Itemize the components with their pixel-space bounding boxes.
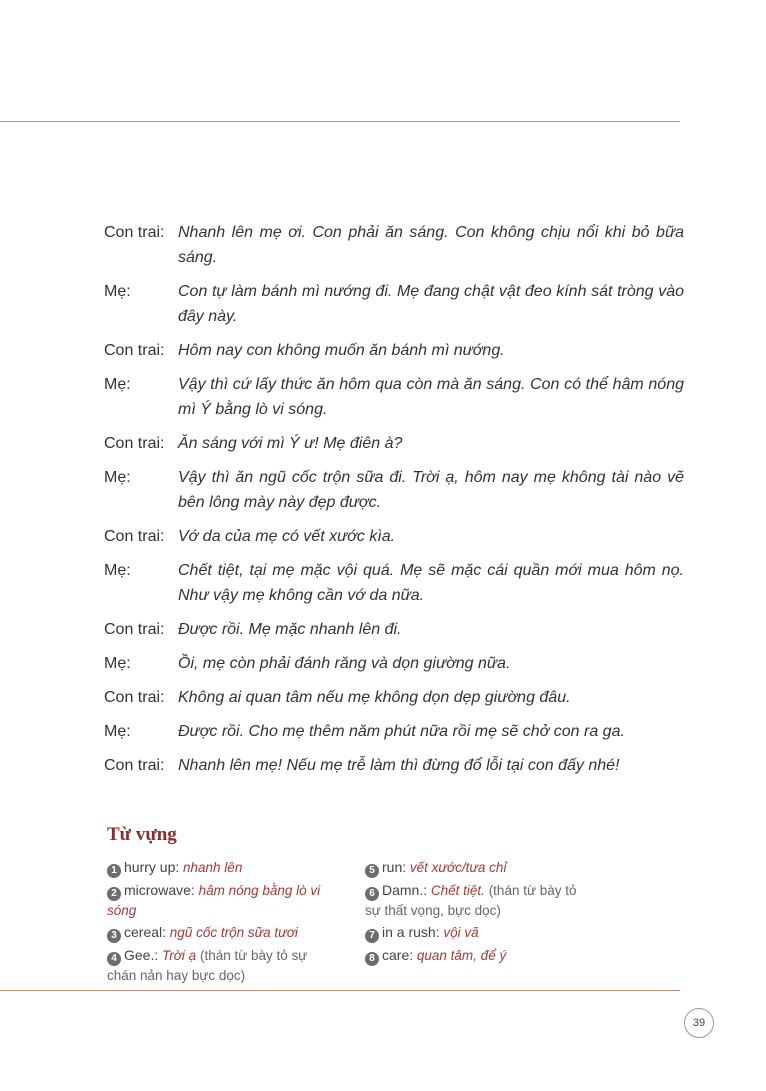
speech: Ăn sáng với mì Ý ư! Mẹ điên à? [178, 435, 403, 452]
speaker: Mẹ: [104, 376, 131, 393]
vocab-meaning: hâm nóng bằng lò vi sóng [107, 883, 321, 918]
top-divider [0, 121, 680, 122]
bottom-divider [0, 990, 680, 991]
vocab-term: cereal: [124, 924, 167, 940]
speaker: Con trai: [104, 342, 165, 359]
dialogue-line [104, 279, 684, 329]
dialogue-line [104, 338, 684, 363]
vocab-note: (thán từ bày tỏ sự thất vọng, bực dọc) [365, 883, 577, 918]
speech: Vậy thì ăn ngũ cốc trộn sữa đi. Trời ạ, hôm nay mẹ không tài nào vẽ bên lông mày này đẹp được. [178, 469, 684, 511]
dialogue-line [104, 465, 684, 515]
speech: Không ai quan tâm nếu mẹ không dọn dẹp giường đâu. [178, 689, 571, 706]
dialogue-line [104, 753, 684, 778]
vocab-item [107, 946, 337, 985]
vocab-column-right [365, 858, 595, 969]
speaker: Con trai: [104, 528, 165, 545]
speech: Nhanh lên mẹ ơi. Con phải ăn sáng. Con không chịu nổi khi bỏ bữa sáng. [178, 224, 684, 266]
vocab-term: Damn.: [382, 882, 428, 898]
number-badge: 1 [107, 864, 121, 878]
vocab-term: Gee.: [124, 947, 159, 963]
speaker: Con trai: [104, 689, 165, 706]
vocab-item [365, 923, 595, 943]
dialogue-line [104, 617, 684, 642]
dialogue-line [104, 685, 684, 710]
speech: Hôm nay con không muốn ăn bánh mì nướng. [178, 342, 505, 359]
number-badge: 2 [107, 887, 121, 901]
speech: Vớ da của mẹ có vết xước kìa. [178, 528, 396, 545]
speech: Nhanh lên mẹ! Nếu mẹ trễ làm thì đừng đổ lỗi tại con đấy nhé! [178, 757, 620, 774]
speaker: Mẹ: [104, 469, 131, 486]
vocab-meaning: vết xước/tưa chỉ [409, 860, 507, 875]
speaker: Con trai: [104, 757, 165, 774]
speaker: Mẹ: [104, 655, 131, 672]
vocab-item [365, 881, 595, 920]
vocab-item [107, 923, 337, 943]
vocab-term: run: [382, 859, 407, 875]
dialogue-line [104, 524, 684, 549]
number-badge: 3 [107, 929, 121, 943]
vocab-item [365, 858, 595, 878]
vocab-meaning: Trời ạ [162, 948, 197, 963]
vocab-note: (thán từ bày tỏ sự chán nản hay bực dọc) [107, 948, 308, 983]
vocab-item [107, 858, 337, 878]
speech: Chết tiệt, tại mẹ mặc vội quá. Mẹ sẽ mặc cái quần mới mua hôm nọ. Như vậy mẹ không cần vớ da nữa. [178, 562, 684, 604]
speaker: Con trai: [104, 435, 165, 452]
dialogue-line [104, 220, 684, 270]
speaker: Con trai: [104, 621, 165, 638]
speech: Vậy thì cứ lấy thức ăn hôm qua còn mà ăn sáng. Con có thể hâm nóng mì Ý bằng lò vi sóng. [178, 376, 684, 418]
speech: Ồi, mẹ còn phải đánh răng và dọn giường nữa. [178, 655, 511, 672]
page-number: 39 [684, 1008, 714, 1038]
speaker: Mẹ: [104, 723, 131, 740]
dialogue-line [104, 558, 684, 608]
vocab-meaning: Chết tiệt. [430, 883, 485, 898]
vocab-meaning: ngũ cốc trộn sữa tươi [169, 925, 298, 940]
speech: Được rồi. Cho mẹ thêm năm phút nữa rồi mẹ sẽ chở con ra ga. [178, 723, 625, 740]
speech: Được rồi. Mẹ mặc nhanh lên đi. [178, 621, 402, 638]
vocab-item [365, 946, 595, 966]
vocab-meaning: vội vã [443, 925, 479, 940]
number-badge: 7 [365, 929, 379, 943]
speaker: Mẹ: [104, 283, 131, 300]
vocab-term: hurry up: [124, 859, 180, 875]
number-badge: 5 [365, 864, 379, 878]
vocab-term: microwave: [124, 882, 195, 898]
vocab-item [107, 881, 337, 920]
vocab-meaning: nhanh lên [183, 860, 243, 875]
speaker: Mẹ: [104, 562, 131, 579]
vocab-term: in a rush: [382, 924, 440, 940]
number-badge: 8 [365, 952, 379, 966]
dialogue-line [104, 372, 684, 422]
vocab-meaning: quan tâm, để ý [416, 948, 507, 963]
dialogue-line [104, 651, 684, 676]
vocab-title: Từ vựng [107, 824, 177, 845]
vocab-term: care: [382, 947, 414, 963]
number-badge: 6 [365, 887, 379, 901]
speaker: Con trai: [104, 224, 165, 241]
dialogue-line [104, 431, 684, 456]
dialogue [104, 220, 684, 787]
dialogue-line [104, 719, 684, 744]
speech: Con tự làm bánh mì nướng đi. Mẹ đang chật vật đeo kính sát tròng vào đây này. [178, 283, 684, 325]
vocab-column-left [107, 858, 337, 988]
number-badge: 4 [107, 952, 121, 966]
